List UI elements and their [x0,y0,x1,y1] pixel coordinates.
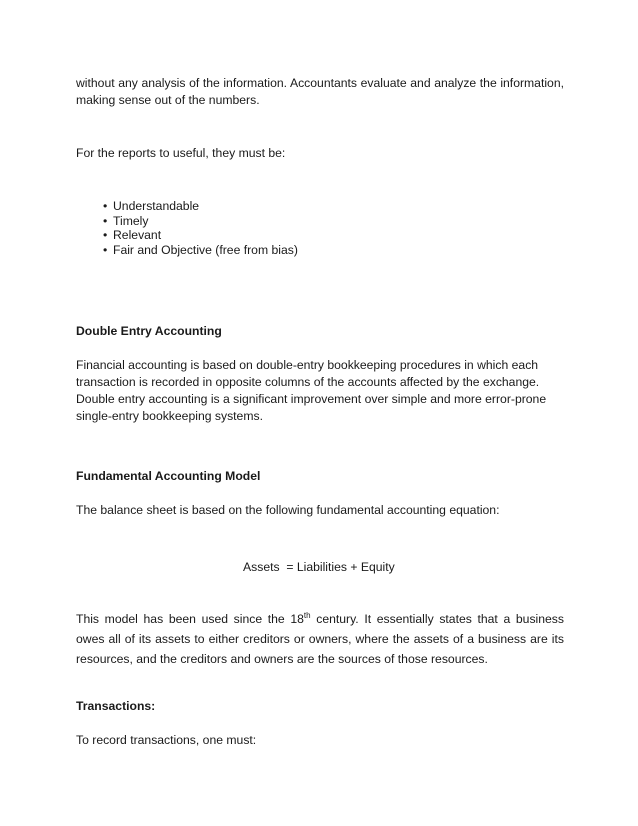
bullet-icon: • [103,228,108,242]
transactions-intro: To record transactions, one must: [76,733,257,747]
list-item: • Fair and Objective (free from bias) [103,242,298,257]
list-item: • Relevant [103,228,162,242]
bullet-icon: • [103,213,108,228]
transactions-heading: Transactions: [76,699,156,713]
bullet-icon: • [103,199,108,213]
reports-intro: For the reports to useful, they must be: [76,146,286,160]
list-item: • Understandable [103,199,200,213]
fundamental-model-intro: The balance sheet is based on the following fundamental accounting equation: [76,503,500,517]
intro-paragraph: without any analysis of the information. Accountants evaluate and analyze the information, making sense out of the numbers. [76,76,564,107]
qualities-list [103,199,298,257]
bullet-icon: • [103,242,108,257]
fundamental-model-heading: Fundamental Accounting Model [76,469,261,483]
list-item: • Timely [103,213,149,228]
double-entry-heading: Double Entry Accounting [76,324,222,338]
accounting-equation: Assets = Liabilities + Equity [243,560,395,574]
double-entry-body: Financial accounting is based on double-entry bookkeeping procedures in which each transaction is recorded in opposite columns of the accounts affected by the exchange. Double entry accounting is a significant improvement over simple and more error-prone single-entry bookkeeping systems. [76,358,547,423]
fundamental-model-body: This model has been used since the 18th century. It essentially states that a business owes all of its assets to either creditors or owners, where the assets of a business are its resources, and the creditors and owners are the sources of those resources. [76,611,564,666]
